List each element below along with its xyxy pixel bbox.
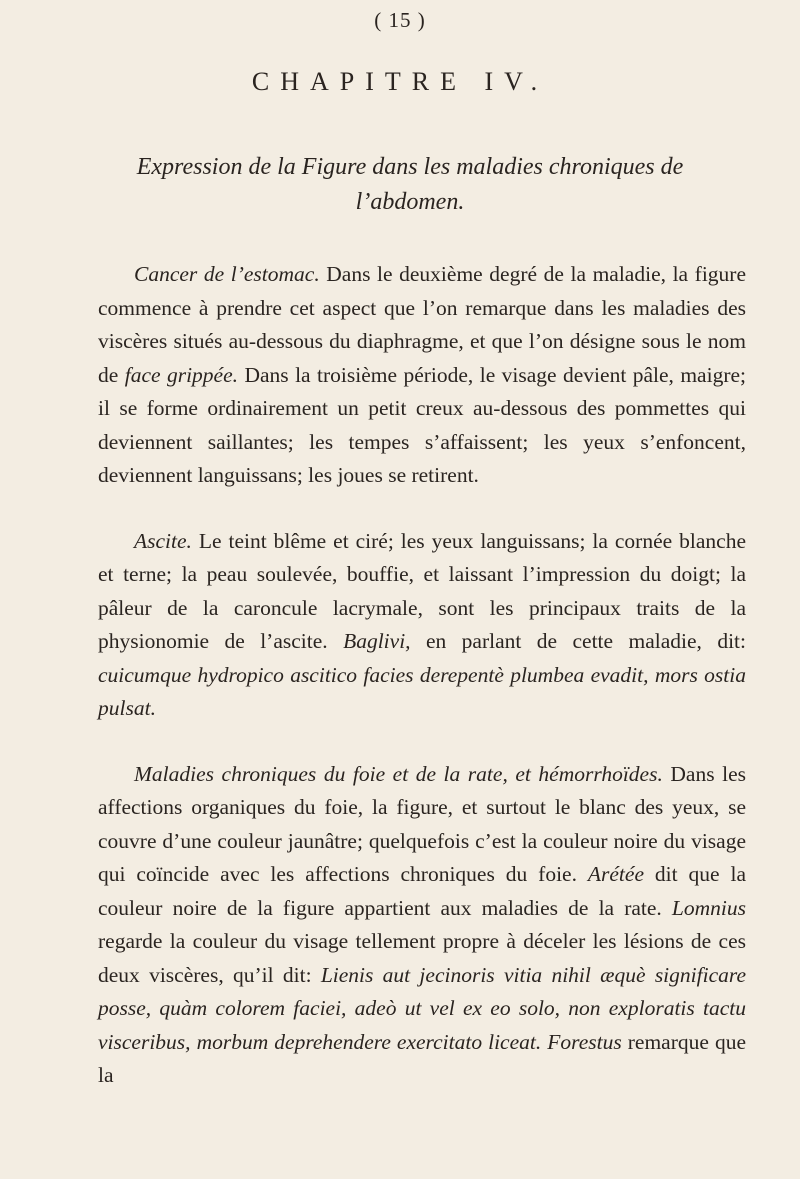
section-heading: Ascite. — [134, 528, 192, 553]
latin-quote: cuicumque hydropico ascitico facies derepentè plumbea evadit, mors ostia pulsat. — [98, 662, 746, 720]
paragraph-text: dit que la couleur noire de la figure appartient aux maladies de la rate. — [98, 862, 746, 920]
page-number: ( 15 ) — [374, 8, 426, 32]
author-name: Forestus — [547, 1029, 622, 1054]
paragraph-text: Dans le deuxième degré de la maladie, la figure commence à prendre cet aspect que l’on remarque dans les maladies des viscères situés au-dessous du diaphragme, et que l’on désigne sous le nom de — [98, 262, 746, 387]
italic-term: face grippée. — [124, 362, 239, 387]
paragraph-ascite — [98, 525, 746, 726]
chapter-heading: CHAPITRE IV. — [251, 67, 549, 96]
section-heading: Cancer de l’estomac. — [134, 262, 320, 286]
paragraph-text: Dans la troisième période, le visage devient pâle, maigre; il se forme ordinairement un petit creux au-dessous des pommettes qui deviennent saillantes; les tempes s’affaissent; les yeux s’enfoncent, deviennent languissans; les joues se retirent. — [98, 362, 747, 487]
paragraph-text: Le teint blême et ciré; les yeux languissans; la cornée blanche et terne; la peau soulevée, bouffie, et laissant l’impression du doigt; la pâleur de la caroncule lacrymale, sont les principaux traits de la physionomie de l’ascite. — [98, 528, 746, 653]
paragraph-text: regarde la couleur du visage tellement propre à déceler les lésions de ces deux viscères, qu’il dit: — [98, 929, 746, 987]
paragraph-cancer-estomac — [98, 258, 746, 493]
author-name: Baglivi, — [343, 629, 411, 653]
paragraph-maladies-foie — [98, 758, 746, 1093]
paragraph-text: remarque que la — [98, 1029, 746, 1087]
latin-quote: Lienis aut jecinoris vitia nihil æquè significare posse, quàm colorem faciei, adeò ut vel ex eo solo, non exploratis tactu visceribus, morbum deprehendere exercitato liceat. — [98, 962, 746, 1054]
section-heading: Maladies chroniques du foie et de la rate, et hémorrhoïdes. — [134, 761, 663, 786]
author-name: Lomnius — [671, 895, 746, 920]
paragraph-text: en parlant de cette maladie, dit: — [410, 629, 746, 653]
chapter-subtitle: Expression de la Figure dans les maladies chroniques de l’abdomen. — [136, 154, 684, 215]
paragraph-text: Dans les affections organiques du foie, la figure, et surtout le blanc des yeux, se couvre d’une couleur jaunâtre; quelquefois c’est la couleur noire du visage qui coïncide avec les affections chroniques du foie. — [98, 761, 746, 886]
author-name: Arétée — [587, 862, 644, 886]
body-text — [98, 258, 746, 1093]
